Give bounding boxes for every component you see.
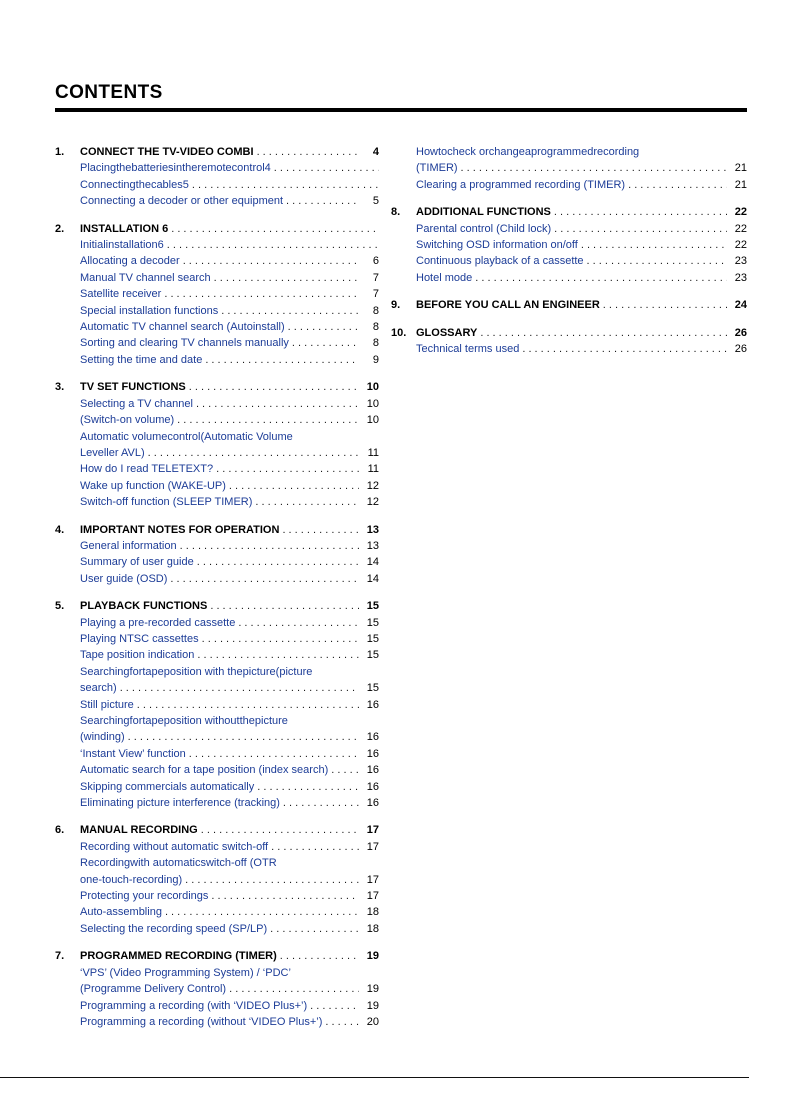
- toc-entry-label: (Programme Delivery Control): [80, 983, 227, 996]
- toc-sub-entry[interactable]: [55, 631, 379, 647]
- dot-leader: [477, 325, 727, 341]
- toc-sub-entry[interactable]: [55, 396, 379, 412]
- toc-entry-label: Allocating a decoder: [80, 255, 180, 268]
- dot-leader: [199, 631, 359, 647]
- toc-entry-page: 5: [372, 195, 379, 208]
- toc-sub-entry[interactable]: [55, 352, 379, 368]
- toc-section-entry[interactable]: [55, 144, 379, 160]
- toc-sub-entry[interactable]: [55, 762, 379, 778]
- toc-entry-number: 4.: [55, 523, 65, 536]
- toc-entry-label: Hotel mode: [416, 271, 473, 284]
- toc-entry-label: MANUAL RECORDING: [80, 824, 198, 837]
- toc-entry-label: Auto-assembling: [80, 906, 162, 919]
- toc-entry-label: (Switch-on volume): [80, 414, 175, 427]
- toc-sub-entry[interactable]: [55, 904, 379, 920]
- toc-sub-entry[interactable]: [391, 177, 747, 193]
- dot-leader: [235, 615, 359, 631]
- toc-section-entry[interactable]: [391, 297, 747, 313]
- dot-leader: [180, 253, 359, 269]
- toc-entry-page: 21: [734, 162, 747, 175]
- toc-sub-entry[interactable]: [55, 253, 379, 269]
- toc-section-entry[interactable]: [55, 379, 379, 395]
- toc-sub-entry[interactable]: [55, 855, 379, 871]
- toc-sub-entry[interactable]: [55, 697, 379, 713]
- toc-sub-entry[interactable]: [55, 729, 379, 745]
- toc-entry-label: User guide (OSD): [80, 572, 168, 585]
- dot-leader: [207, 598, 359, 614]
- dot-leader: [279, 522, 359, 538]
- dot-leader: [280, 795, 359, 811]
- dot-leader: [458, 160, 727, 176]
- toc-entry-page: 19: [366, 983, 379, 996]
- toc-entry-number: 7.: [55, 950, 65, 963]
- dot-leader: [194, 647, 359, 663]
- toc-entry-page: 26: [734, 326, 747, 339]
- dot-leader: [267, 921, 359, 937]
- dot-leader: [551, 204, 727, 220]
- toc-sub-entry[interactable]: [55, 795, 379, 811]
- toc-entry-page: 10: [366, 381, 379, 394]
- toc-entry-page: 15: [366, 616, 379, 629]
- dot-leader: [211, 270, 359, 286]
- dot-leader: [177, 538, 359, 554]
- toc-entry-page: 22: [734, 222, 747, 235]
- toc-entry-label: Sorting and clearing TV channels manually: [80, 337, 289, 350]
- dot-leader: [218, 303, 359, 319]
- toc-entry-label: Skipping commercials automatically: [80, 780, 255, 793]
- toc-sub-entry[interactable]: [55, 412, 379, 428]
- dot-leader: [307, 998, 359, 1014]
- toc-entry-number: 6.: [55, 824, 65, 837]
- dot-leader: [289, 335, 359, 351]
- toc-entry-label: Special installation functions: [80, 304, 219, 317]
- dot-leader: [283, 193, 359, 209]
- toc-sub-entry[interactable]: [55, 319, 379, 335]
- toc-sub-entry[interactable]: [55, 615, 379, 631]
- toc-entry-page: 8: [372, 321, 379, 334]
- toc-entry-page: 23: [734, 271, 747, 284]
- toc-entry-label: (winding): [80, 731, 125, 744]
- toc-entry-page: 17: [366, 873, 379, 886]
- toc-sub-entry[interactable]: [55, 998, 379, 1014]
- dot-leader: [134, 697, 359, 713]
- toc-entry-number: 9.: [391, 299, 401, 312]
- toc-entry-page: 22: [734, 206, 747, 219]
- toc-entry-label: Tape position indication: [80, 649, 195, 662]
- toc-entry-label: ‘VPS’ (Video Programming System) / ‘PDC’: [80, 966, 291, 979]
- toc-sub-entry[interactable]: [391, 270, 747, 286]
- toc-entry-label: IMPORTANT NOTES FOR OPERATION: [80, 523, 280, 536]
- toc-entry-label: Automatic search for a tape position (index search): [80, 764, 329, 777]
- toc-sub-entry[interactable]: [391, 341, 747, 357]
- toc-entry-number: 5.: [55, 600, 65, 613]
- toc-entry-label: Protecting your recordings: [80, 890, 209, 903]
- toc-entry-page: 16: [366, 797, 379, 810]
- toc-entry-page: 19: [366, 950, 379, 963]
- toc-sub-entry[interactable]: [55, 713, 379, 729]
- toc-sub-entry[interactable]: [55, 286, 379, 302]
- toc-entry-label: Playing a pre-recorded cassette: [80, 616, 236, 629]
- toc-entry-number: 8.: [391, 206, 401, 219]
- toc-sub-entry[interactable]: [55, 664, 379, 680]
- toc-entry-page: 8: [372, 304, 379, 317]
- toc-entry-label: Programming a recording (with ‘VIDEO Plus+’): [80, 999, 308, 1012]
- toc-entry-page: 4: [372, 146, 379, 158]
- dot-leader: [600, 297, 727, 313]
- toc-entry-page: 22: [734, 239, 747, 252]
- dot-leader: [322, 1014, 359, 1030]
- toc-sub-entry[interactable]: [55, 461, 379, 477]
- toc-entry-label: Satellite receiver: [80, 288, 162, 301]
- toc-section-entry[interactable]: [55, 598, 379, 614]
- toc-sub-entry[interactable]: [55, 779, 379, 795]
- toc-entry-page: 24: [734, 299, 747, 312]
- toc-entry-label: Clearing a programmed recording (TIMER): [416, 178, 626, 191]
- toc-entry-label: Connectingthecables5: [80, 178, 189, 191]
- toc-entry-page: 18: [366, 906, 379, 919]
- toc-entry-label: Automatic TV channel search (Autoinstall): [80, 321, 285, 334]
- toc-entry-page: 6: [372, 255, 379, 268]
- dot-leader: [252, 494, 359, 510]
- toc-entry-page: 15: [366, 632, 379, 645]
- toc-section-entry[interactable]: [55, 948, 379, 964]
- toc-section-entry[interactable]: [55, 522, 379, 538]
- toc-sub-entry[interactable]: [55, 872, 379, 888]
- toc-entry-page: 17: [366, 824, 379, 837]
- toc-column-right: [391, 144, 747, 1030]
- toc-entry-label: Summary of user guide: [80, 556, 194, 569]
- toc-entry-page: 14: [366, 572, 379, 585]
- toc-section-entry[interactable]: [55, 822, 379, 838]
- toc-sub-entry[interactable]: [55, 303, 379, 319]
- toc-sub-entry[interactable]: [55, 554, 379, 570]
- toc-section-entry[interactable]: [391, 204, 747, 220]
- toc-entry-label: Selecting a TV channel: [80, 397, 193, 410]
- toc-entry-page: 13: [366, 539, 379, 552]
- dot-leader: [186, 746, 359, 762]
- dot-leader: [182, 872, 359, 888]
- page-title: CONTENTS: [55, 82, 163, 103]
- toc-entry-label: Connecting a decoder or other equipment: [80, 195, 284, 208]
- dot-leader: [277, 948, 359, 964]
- dot-leader: [161, 286, 359, 302]
- toc-entry-page: 9: [372, 353, 379, 366]
- toc-entry-label: Searchingfortapeposition withoutthepicture: [80, 715, 288, 727]
- toc-sub-entry[interactable]: [55, 270, 379, 286]
- toc-sub-entry[interactable]: [55, 193, 379, 209]
- toc-entry-label: How do I read TELETEXT?: [80, 463, 214, 476]
- toc-entry-label: GLOSSARY: [416, 326, 478, 339]
- toc-entry-label: Eliminating picture interference (tracking): [80, 797, 280, 810]
- dot-leader: [285, 319, 359, 335]
- toc-sub-entry[interactable]: [55, 965, 379, 981]
- toc-sub-entry[interactable]: [55, 538, 379, 554]
- dot-leader: [162, 904, 359, 920]
- toc-sub-entry[interactable]: [55, 494, 379, 510]
- toc-entry-number: 3.: [55, 381, 65, 394]
- dot-leader: [578, 237, 727, 253]
- dot-leader: [117, 680, 359, 696]
- toc-entry-label: Leveller AVL): [80, 446, 145, 459]
- toc-sub-entry[interactable]: [55, 160, 379, 176]
- toc-sub-entry[interactable]: [391, 253, 747, 269]
- toc-columns: [55, 144, 747, 1030]
- footer-rule: [0, 1077, 749, 1078]
- toc-entry-page: 16: [366, 731, 379, 744]
- toc-entry-label: CONNECT THE TV-VIDEO COMBI: [80, 146, 254, 158]
- toc-entry-number: 10.: [391, 326, 407, 339]
- toc-entry-page: 19: [366, 999, 379, 1012]
- dot-leader: [472, 270, 727, 286]
- toc-entry-label: General information: [80, 539, 177, 552]
- dot-leader: [174, 412, 359, 428]
- toc-entry-page: 16: [366, 764, 379, 777]
- toc-entry-page: 20: [366, 1015, 379, 1028]
- toc-entry-page: 7: [372, 271, 379, 284]
- toc-entry-label: Technical terms used: [416, 343, 520, 356]
- toc-entry-label: Playing NTSC cassettes: [80, 632, 199, 645]
- dot-leader: [164, 237, 379, 253]
- toc-entry-label: Parental control (Child lock): [416, 222, 552, 235]
- toc-entry-page: 18: [366, 922, 379, 935]
- toc-entry-label: Automatic volumecontrol(Automatic Volume: [80, 430, 293, 443]
- dot-leader: [186, 379, 359, 395]
- toc-sub-entry[interactable]: [55, 177, 379, 193]
- dot-leader: [268, 839, 359, 855]
- dot-leader: [328, 762, 359, 778]
- dot-leader: [198, 822, 359, 838]
- toc-sub-entry[interactable]: [391, 221, 747, 237]
- toc-entry-page: 11: [367, 446, 379, 459]
- dot-leader: [167, 571, 359, 587]
- toc-entry-page: 15: [366, 600, 379, 613]
- toc-entry-page: 8: [372, 337, 379, 350]
- toc-entry-label: search): [80, 682, 117, 695]
- toc-entry-label: Programming a recording (without ‘VIDEO Plus+’): [80, 1015, 323, 1028]
- toc-entry-label: PROGRAMMED RECORDING (TIMER): [80, 950, 277, 963]
- toc-entry-label: Still picture: [80, 698, 134, 711]
- dot-leader: [213, 461, 359, 477]
- dot-leader: [254, 144, 359, 160]
- toc-entry-page: 13: [366, 523, 379, 536]
- toc-entry-page: 16: [366, 747, 379, 760]
- toc-sub-entry[interactable]: [55, 647, 379, 663]
- toc-entry-label: Selecting the recording speed (SP/LP): [80, 922, 268, 935]
- toc-entry-page: 10: [366, 414, 379, 427]
- toc-sub-entry[interactable]: [55, 445, 379, 461]
- dot-leader: [254, 779, 359, 795]
- dot-leader: [145, 445, 359, 461]
- toc-sub-entry[interactable]: [391, 160, 747, 176]
- toc-sub-entry[interactable]: [55, 680, 379, 696]
- dot-leader: [208, 888, 359, 904]
- toc-entry-page: 15: [366, 649, 379, 662]
- toc-entry-page: 15: [366, 682, 379, 695]
- toc-entry-page: 14: [366, 556, 379, 569]
- toc-sub-entry[interactable]: [55, 571, 379, 587]
- toc-entry-label: Continuous playback of a cassette: [416, 255, 584, 268]
- toc-sub-entry[interactable]: [55, 237, 379, 253]
- toc-sub-entry[interactable]: [55, 921, 379, 937]
- toc-entry-label: (TIMER): [416, 162, 458, 175]
- toc-sub-entry[interactable]: [55, 429, 379, 445]
- toc-column-left: [55, 144, 379, 1030]
- toc-entry-label: ‘Instant View’ function: [80, 747, 186, 760]
- dot-leader: [125, 729, 359, 745]
- toc-entry-page: 7: [372, 288, 379, 301]
- toc-sub-entry[interactable]: [55, 1014, 379, 1030]
- toc-entry-label: Recordingwith automaticswitch-off (OTR: [80, 857, 277, 870]
- toc-entry-label: Setting the time and date: [80, 353, 203, 366]
- toc-entry-page: 17: [366, 890, 379, 903]
- toc-entry-page: 21: [734, 178, 747, 191]
- toc-sub-entry[interactable]: [55, 888, 379, 904]
- toc-entry-page: 16: [366, 780, 379, 793]
- toc-entry-label: one-touch-recording): [80, 873, 183, 886]
- toc-entry-label: Manual TV channel search: [80, 271, 211, 284]
- toc-entry-label: Initialinstallation6: [80, 239, 164, 252]
- dot-leader: [194, 554, 359, 570]
- toc-entry-page: 11: [367, 463, 379, 476]
- toc-entry-page: 16: [366, 698, 379, 711]
- toc-entry-label: INSTALLATION 6: [80, 222, 169, 235]
- dot-leader: [519, 341, 727, 357]
- toc-entry-label: Recording without automatic switch-off: [80, 840, 269, 853]
- toc-section-entry[interactable]: [391, 325, 747, 341]
- toc-entry-label: PLAYBACK FUNCTIONS: [80, 600, 208, 613]
- toc-sub-entry[interactable]: [55, 478, 379, 494]
- dot-leader: [226, 981, 359, 997]
- dot-leader: [551, 221, 727, 237]
- dot-leader: [202, 352, 359, 368]
- toc-entry-page: 12: [366, 479, 379, 492]
- toc-entry-label: Switch-off function (SLEEP TIMER): [80, 496, 253, 509]
- toc-entry-label: BEFORE YOU CALL AN ENGINEER: [416, 299, 600, 312]
- toc-entry-number: 1.: [55, 146, 65, 158]
- toc-sub-entry[interactable]: [55, 839, 379, 855]
- toc-sub-entry[interactable]: [391, 144, 747, 160]
- toc-entry-page: 17: [366, 840, 379, 853]
- toc-section-entry[interactable]: [55, 221, 379, 237]
- dot-leader: [625, 177, 727, 193]
- toc-entry-label: ADDITIONAL FUNCTIONS: [416, 206, 551, 219]
- toc-entry-label: Switching OSD information on/off: [416, 239, 578, 252]
- toc-entry-page: 26: [734, 343, 747, 356]
- toc-sub-entry[interactable]: [55, 746, 379, 762]
- toc-sub-entry[interactable]: [55, 335, 379, 351]
- title-rule: [55, 108, 747, 112]
- toc-entry-number: 2.: [55, 222, 65, 235]
- toc-entry-page: 12: [366, 496, 379, 509]
- dot-leader: [168, 221, 379, 237]
- dot-leader: [271, 160, 379, 176]
- toc-entry-label: TV SET FUNCTIONS: [80, 381, 186, 394]
- toc-entry-label: Howtocheck orchangeaprogrammedrecording: [416, 146, 640, 158]
- dot-leader: [193, 396, 359, 412]
- toc-entry-label: Placingthebatteriesintheremotecontrol4: [80, 162, 271, 175]
- toc-entry-page: 10: [366, 397, 379, 410]
- toc-entry-label: Wake up function (WAKE-UP): [80, 479, 226, 492]
- toc-entry-page: 23: [734, 255, 747, 268]
- toc-sub-entry[interactable]: [391, 237, 747, 253]
- toc-sub-entry[interactable]: [55, 981, 379, 997]
- dot-leader: [584, 253, 727, 269]
- toc-entry-label: Searchingfortapeposition with thepicture(picture: [80, 665, 313, 678]
- dot-leader: [226, 478, 359, 494]
- dot-leader: [189, 177, 379, 193]
